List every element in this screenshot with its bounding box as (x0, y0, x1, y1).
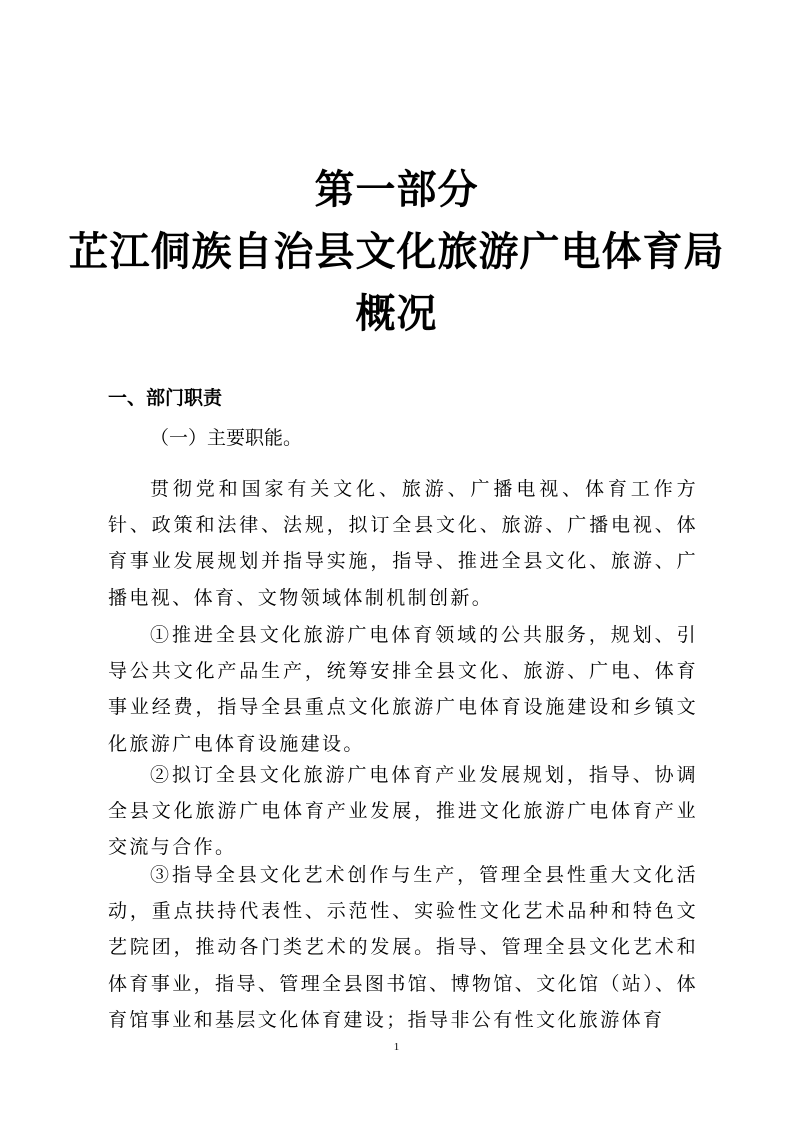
paragraph-public-service: ①推进全县文化旅游广电体育领域的公共服务，规划、引导公共文化产品生产，统筹安排全县文化、旅游、广电、体育事业经费，指导全县重点文化旅游广电体育设施建设和乡镇文化旅游广电体育设施建设。 (108, 624, 698, 755)
document-title-overview: 概况 (355, 291, 438, 337)
page-number: 1 (393, 1041, 400, 1053)
document-title-agency: 芷江侗族自治县文化旅游广电体育局 (68, 229, 725, 275)
document-title-part: 第一部分 (314, 167, 479, 213)
paragraph-general-duties: 贯彻党和国家有关文化、旅游、广播电视、体育工作方针、政策和法律、法规，拟订全县文化、旅游、广播电视、体育事业发展规划并指导实施，指导、推进全县文化、旅游、广播电视、体育、文物领域体制机制创新。 (108, 478, 698, 609)
paragraph-arts-guidance: ③指导全县文化艺术创作与生产，管理全县性重大文化活动，重点扶持代表性、示范性、实验性文化艺术品种和特色文艺院团，推动各门类艺术的发展。指导、管理全县文化艺术和体育事业，指导、管理全县图书馆、博物馆、文化馆（站）、体育馆事业和基层文化体育建设；指导非公有性文化旅游体育 (108, 864, 698, 1031)
paragraph-industry-planning: ②拟订全县文化旅游广电体育产业发展规划，指导、协调全县文化旅游广电体育产业发展，推进文化旅游广电体育产业交流与合作。 (108, 764, 698, 859)
sub-heading: （一）主要职能。 (150, 427, 303, 449)
section-heading: 一、部门职责 (108, 387, 223, 409)
